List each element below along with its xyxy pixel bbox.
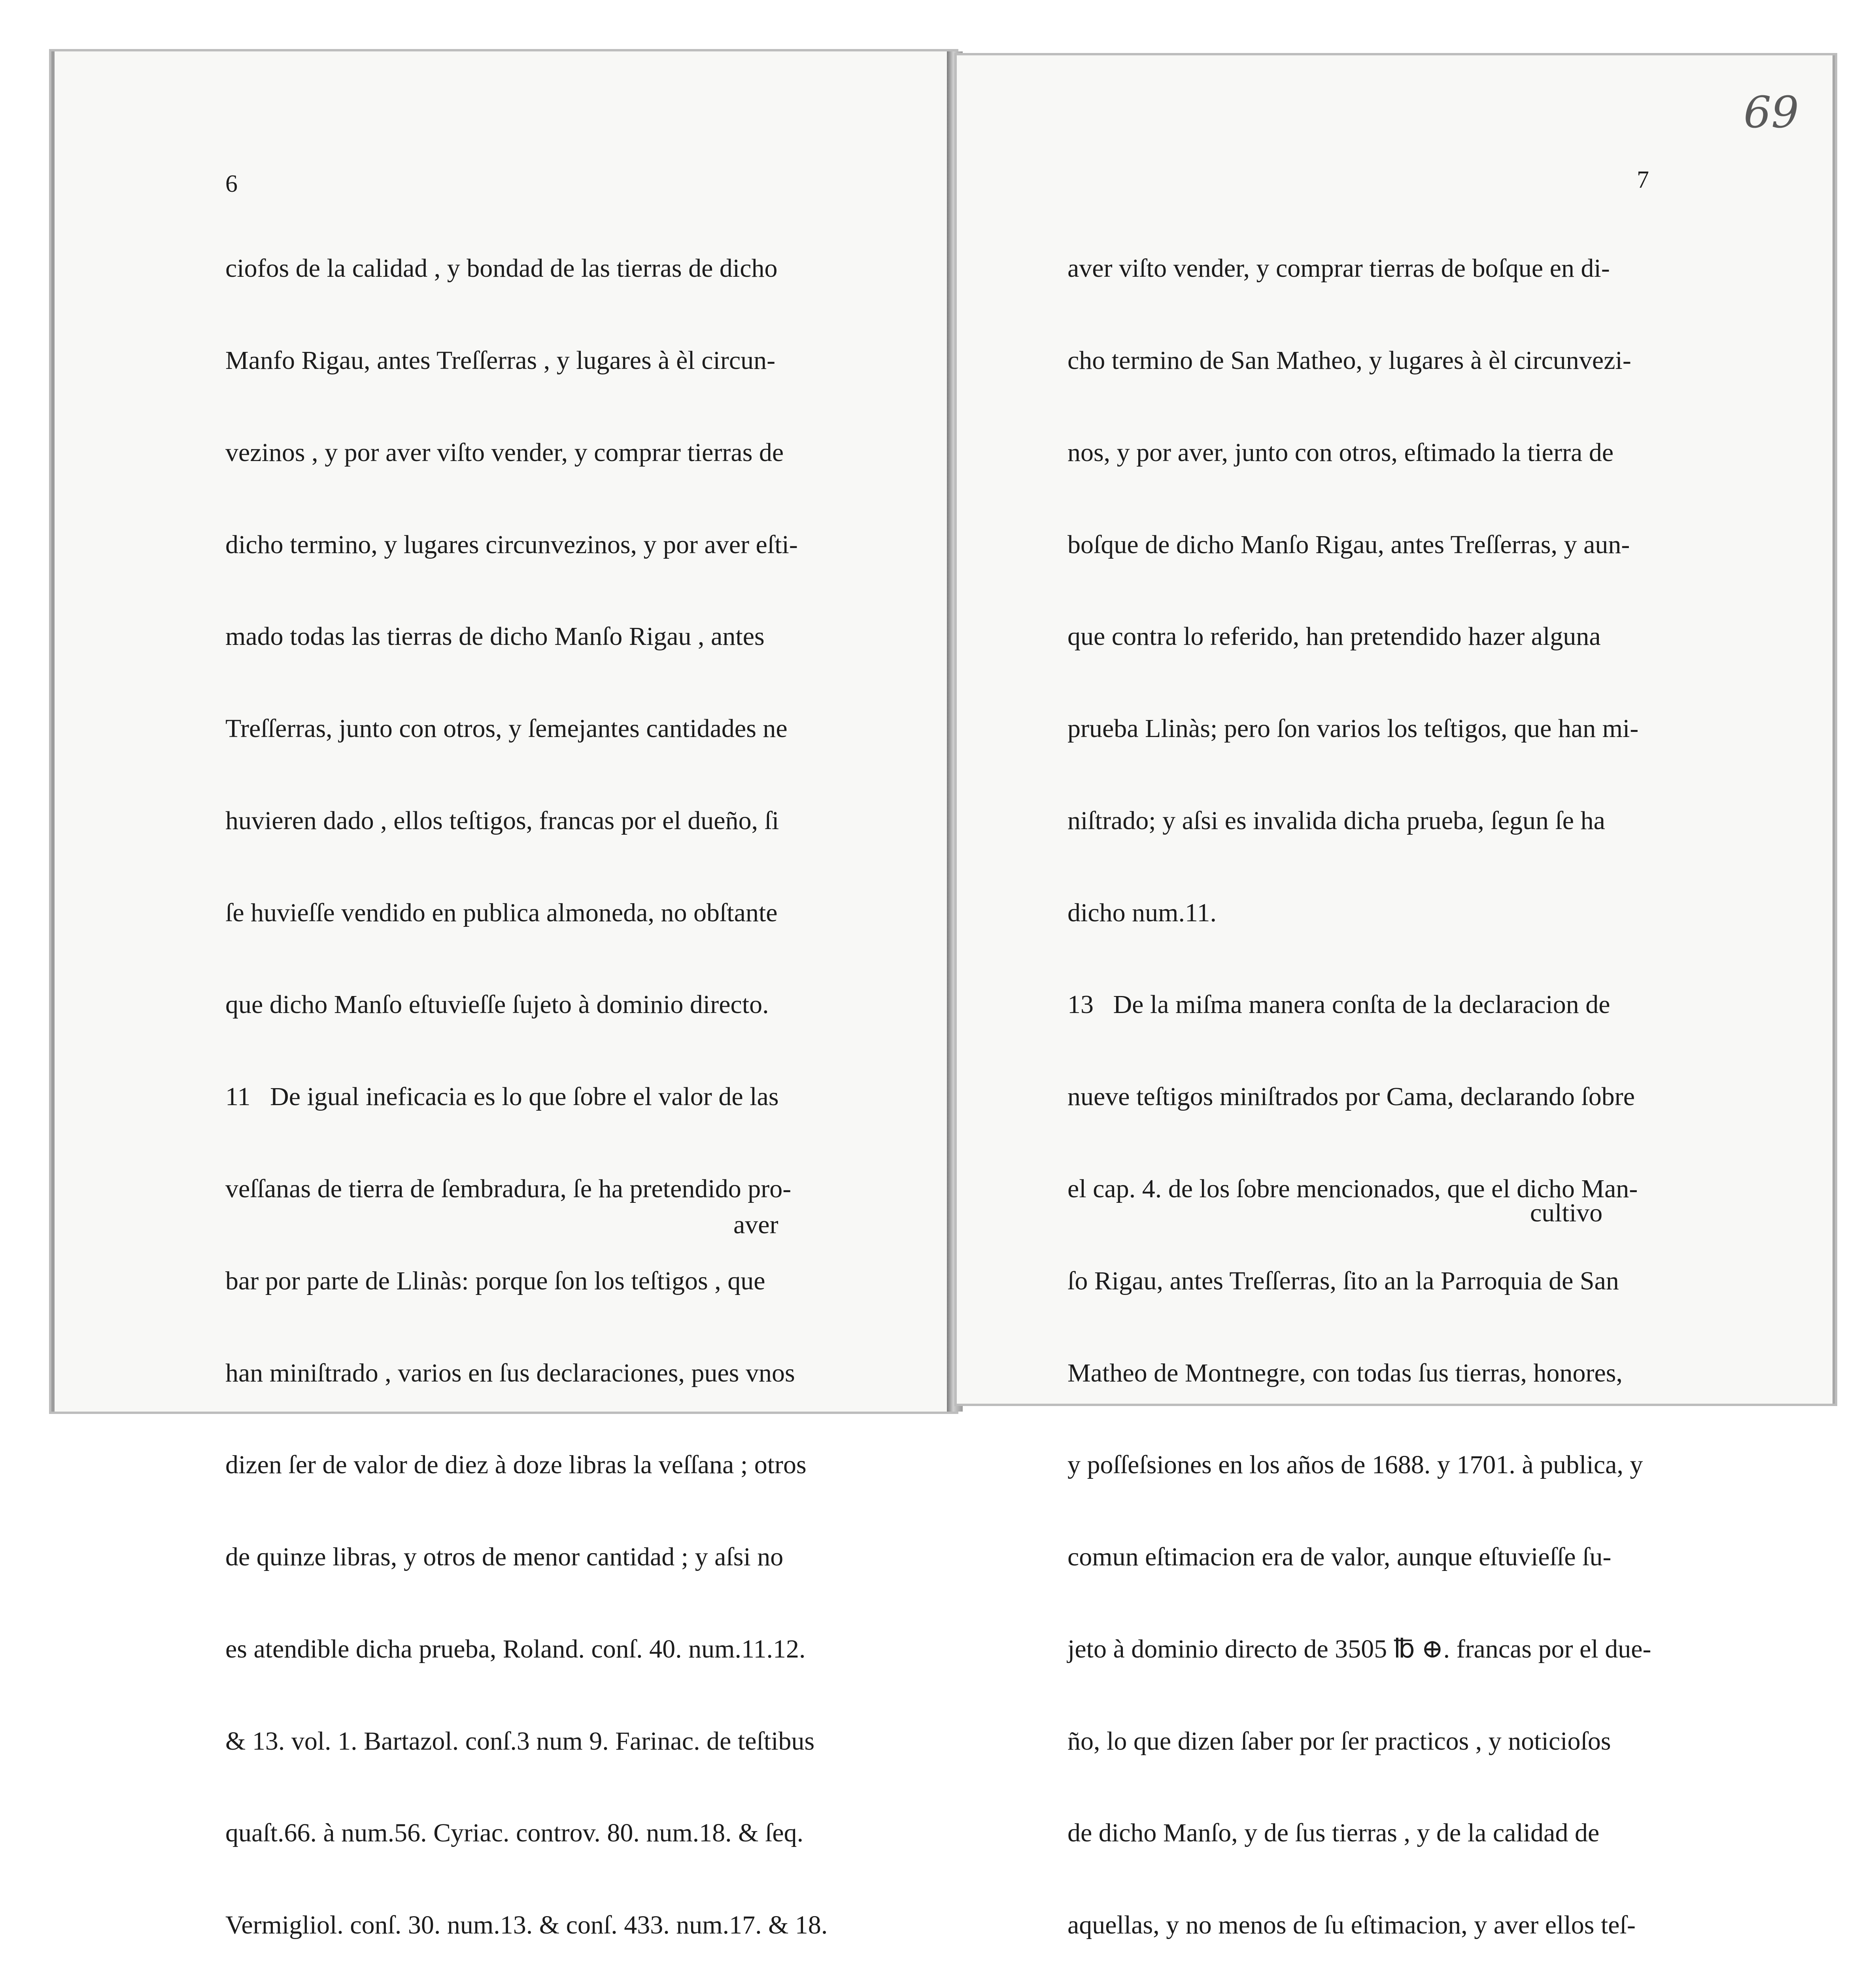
text-line: han miniſtrado , varios en ſus declaraciones, pues vnos <box>225 1358 795 1387</box>
text-line: Treſſerras, junto con otros, y ſemejantes cantidades ne <box>225 714 788 743</box>
text-line: es atendible dicha prueba, Roland. conſ. 40. num.11.12. <box>225 1634 806 1663</box>
text-line: 13 De la miſma manera conſta de la declaracion de <box>1067 990 1610 1019</box>
text-line: cho termino de San Matheo, y lugares à èl circunvezi- <box>1067 346 1631 375</box>
text-line: el cap. 4. de los ſobre mencionados, que el dicho Man- <box>1067 1174 1638 1203</box>
text-line: de dicho Manſo, y de ſus tierras , y de la calidad de <box>1067 1818 1600 1848</box>
text-line: comun eſtimacion era de valor, aunque eſtuvieſſe ſu- <box>1067 1542 1612 1572</box>
text-line: dicho termino, y lugares circunvezinos, y por aver eſti- <box>225 530 798 559</box>
text-line: prueba Llinàs; pero ſon varios los teſtigos, que han mi- <box>1067 714 1639 743</box>
right-page-text <box>1067 192 1688 1940</box>
left-page-text <box>225 192 830 1940</box>
text-line: y poſſeſsiones en los años de 1688. y 1701. à publica, y <box>1067 1450 1643 1480</box>
handwritten-folio-number: 69 <box>1744 87 1799 138</box>
text-line: dicho num.11. <box>1067 898 1217 927</box>
text-line: ño, lo que dizen ſaber por ſer practicos , y noticioſos <box>1067 1726 1611 1756</box>
text-line: que dicho Manſo eſtuvieſſe ſujeto à dominio directo. <box>225 990 769 1019</box>
text-line: dizen ſer de valor de diez à doze libras la veſſana ; otros <box>225 1450 807 1480</box>
text-line: de quinze libras, y otros de menor cantidad ; y aſsi no <box>225 1542 784 1572</box>
text-line: aver viſto vender, y comprar tierras de boſque en di- <box>1067 254 1610 283</box>
left-page-number: 6 <box>225 170 238 197</box>
right-catchword: cultivo <box>1530 1198 1603 1227</box>
text-line: Vermigliol. conſ. 30. num.13. & conſ. 433. num.17. & 18. <box>225 1911 828 1940</box>
text-line: veſſanas de tierra de ſembradura, ſe ha pretendido pro- <box>225 1174 792 1203</box>
text-line: & 13. vol. 1. Bartazol. conſ.3 num 9. Farinac. de teſtibus <box>225 1726 815 1756</box>
text-line: mado todas las tierras de dicho Manſo Rigau , antes <box>225 622 765 651</box>
text-line: Manfo Rigau, antes Treſſerras , y lugares à èl circun- <box>225 346 776 375</box>
text-line: nueve teſtigos miniſtrados por Cama, declarando ſobre <box>1067 1082 1635 1111</box>
text-line: vezinos , y por aver viſto vender, y comprar tierras de <box>225 438 784 467</box>
left-catchword: aver <box>733 1210 778 1239</box>
text-line: huvieren dado , ellos teſtigos, francas por el dueño, ſi <box>225 806 779 835</box>
text-line: niſtrado; y aſsi es invalida dicha prueba, ſegun ſe ha <box>1067 806 1605 835</box>
text-line: boſque de dicho Manſo Rigau, antes Treſſerras, y aun- <box>1067 530 1630 559</box>
text-line: jeto à dominio directo de 3505 ℔ ⊕. francas por el due- <box>1067 1634 1651 1663</box>
text-line: ciofos de la calidad , y bondad de las tierras de dicho <box>225 254 778 283</box>
text-line: 11 De igual ineficacia es lo que ſobre el valor de las <box>225 1082 779 1111</box>
text-line: ſe huvieſſe vendido en publica almoneda, no obſtante <box>225 898 778 927</box>
text-line: Matheo de Montnegre, con todas ſus tierras, honores, <box>1067 1358 1623 1387</box>
text-line: aquellas, y no menos de ſu eſtimacion, y aver ellos teſ- <box>1067 1911 1636 1940</box>
text-line: ſo Rigau, antes Treſſerras, ſito an la Parroquia de San <box>1067 1266 1619 1295</box>
text-line: que contra lo referido, han pretendido hazer alguna <box>1067 622 1601 651</box>
text-line: bar por parte de Llinàs: porque ſon los teſtigos , que <box>225 1266 765 1295</box>
text-line: nos, y por aver, junto con otros, eſtimado la tierra de <box>1067 438 1614 467</box>
right-page-number: 7 <box>1637 166 1649 193</box>
text-line: quaſt.66. à num.56. Cyriac. controv. 80. num.18. & ſeq. <box>225 1818 804 1848</box>
